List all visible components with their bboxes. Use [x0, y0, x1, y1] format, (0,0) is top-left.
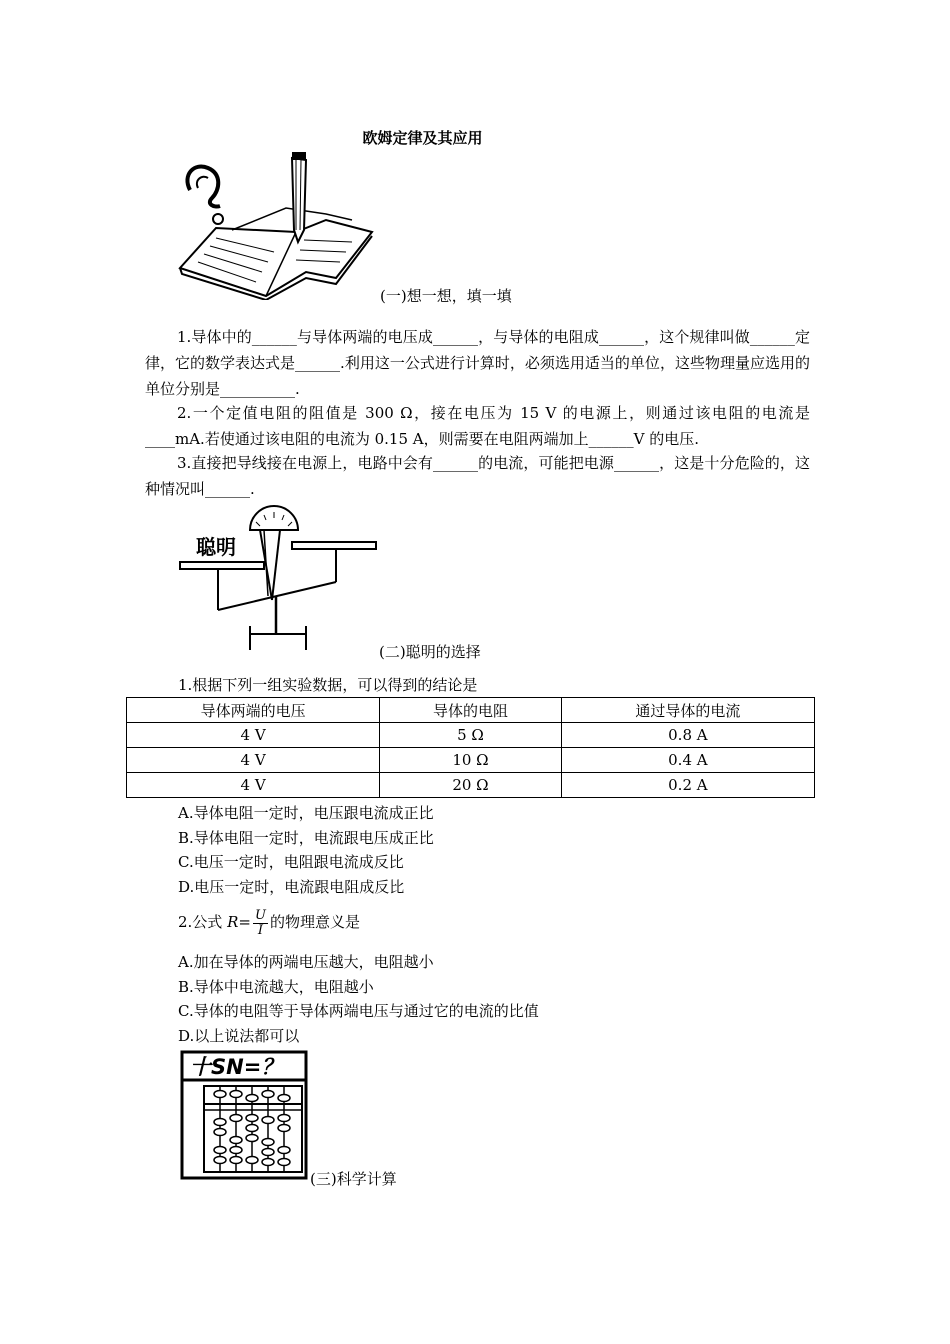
table-cell: 4 V — [127, 773, 380, 798]
abacus-formula: 十SN=？ — [190, 1055, 283, 1079]
table-header-row — [127, 698, 815, 723]
section1-heading: (一)想一想，填一填 — [380, 287, 512, 305]
q1-option-c: C.电压一定时，电阻跟电流成反比 — [178, 853, 404, 871]
q1-option-b: B.导体电阻一定时，电流跟电压成正比 — [178, 829, 434, 847]
q2-option-a: A.加在导体的两端电压越大，电阻越小 — [178, 953, 434, 971]
section2-heading: (二)聪明的选择 — [379, 643, 481, 661]
table-cell: 10 Ω — [380, 748, 562, 773]
table-header-cell: 导体两端的电压 — [127, 698, 380, 723]
table-cell: 0.2 A — [561, 773, 814, 798]
table-cell: 4 V — [127, 723, 380, 748]
table-cell: 0.8 A — [561, 723, 814, 748]
q2-suffix: 的物理意义是 — [269, 913, 360, 931]
book-pencil-illustration — [176, 150, 376, 300]
table-cell: 0.4 A — [561, 748, 814, 773]
table-header-cell: 导体的电阻 — [380, 698, 562, 723]
table-row — [127, 723, 815, 748]
section1-question-2: 2.一个定值电阻的阻值是 300 Ω，接在电压为 15 V 的电源上，则通过该电阻的电流是____mA.若使通过该电阻的电流为 0.15 A，则需要在电阻两端加上______V 的电压. — [145, 404, 810, 448]
table-row — [127, 748, 815, 773]
abacus-illustration — [180, 1050, 310, 1180]
q2-option-c: C.导体的电阻等于导体两端电压与通过它的电流的比值 — [178, 1002, 539, 1020]
table-cell: 4 V — [127, 748, 380, 773]
q2-prefix: 2.公式 — [178, 913, 228, 931]
balance-label: 聪明 — [196, 535, 236, 559]
q2-denominator: I — [257, 922, 264, 938]
q2-fraction — [253, 909, 268, 938]
section1-question-1: 1.导体中的______与导体两端的电压成______，与导体的电阻成______，这个规律叫做______定律，它的数学表达式是______.利用这一公式进行计算时，必须选用适当的单位，这些物理量应选用的单位分别是__________. — [145, 328, 810, 398]
section1-question-3: 3.直接把导线接在电源上，电路中会有______的电流，可能把电源______，这是十分危险的，这种情况叫______. — [145, 454, 810, 498]
table-cell: 5 Ω — [380, 723, 562, 748]
table-header-cell: 通过导体的电流 — [561, 698, 814, 723]
q2-option-b: B.导体中电流越大，电阻越小 — [178, 978, 374, 996]
balance-illustration — [176, 500, 382, 652]
q1-option-d: D.电压一定时，电流跟电阻成反比 — [178, 878, 405, 896]
q2-equals: = — [238, 913, 251, 931]
table-row — [127, 773, 815, 798]
section2-question-1: 1.根据下列一组实验数据，可以得到的结论是 — [178, 676, 478, 694]
section2-question-2 — [178, 902, 360, 942]
experiment-data-table — [126, 697, 815, 798]
q2-numerator: U — [254, 907, 266, 923]
q2-option-d: D.以上说法都可以 — [178, 1027, 300, 1045]
q2-variable: R — [227, 913, 239, 931]
table-cell: 20 Ω — [380, 773, 562, 798]
page-title: 欧姆定律及其应用 — [362, 129, 483, 147]
q1-option-a: A.导体电阻一定时，电压跟电流成正比 — [178, 804, 434, 822]
section3-heading: (三)科学计算 — [310, 1170, 397, 1188]
